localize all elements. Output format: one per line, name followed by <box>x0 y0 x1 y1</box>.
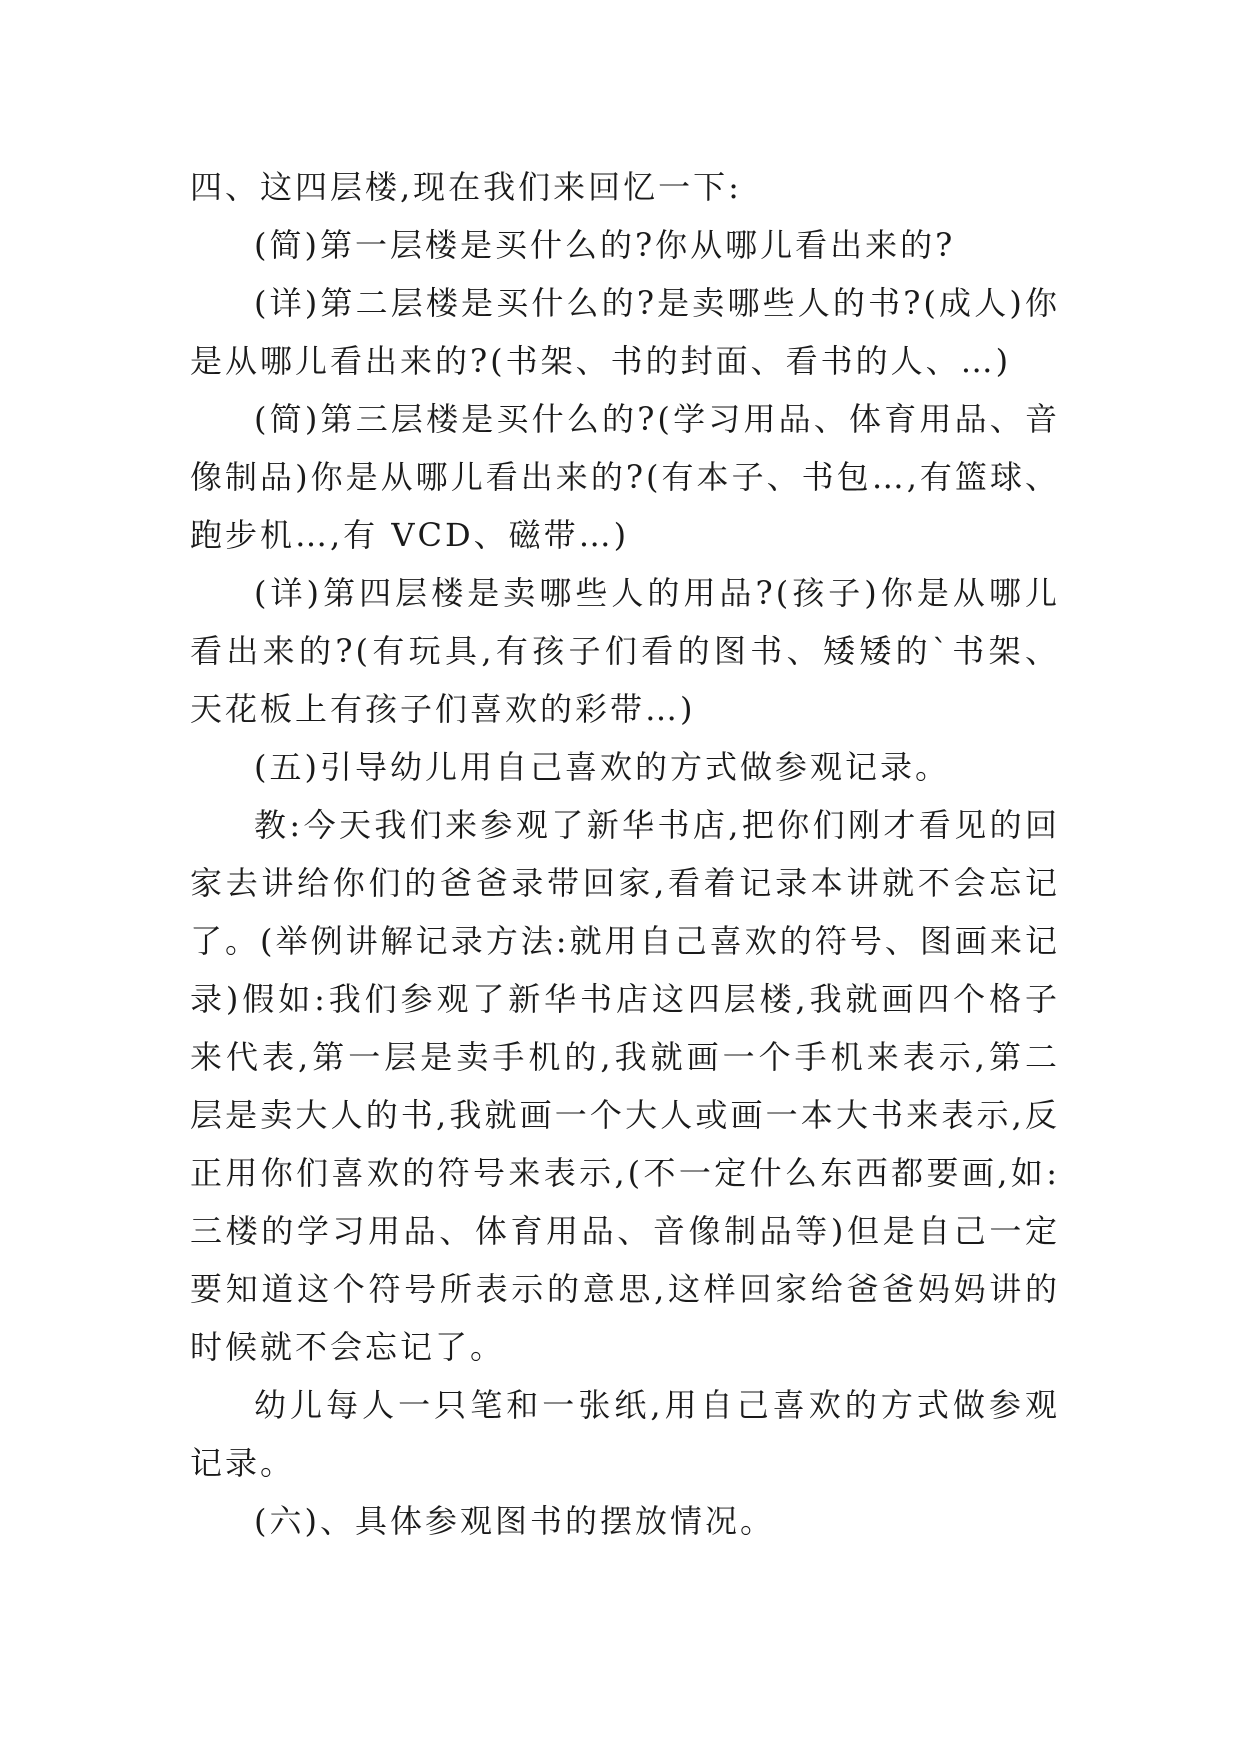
paragraph-third-floor: (简)第三层楼是买什么的?(学习用品、体育用品、音像制品)你是从哪儿看出来的?(有本子、书包…,有篮球、跑步机…,有 VCD、磁带…) <box>190 400 1060 554</box>
paragraph-section-six: (六)、具体参观图书的摆放情况。 <box>254 1502 775 1540</box>
paragraph-teacher-instructions: 教:今天我们来参观了新华书店,把你们刚才看见的回家去讲给你们的爸爸录带回家,看着记录本讲就不会忘记了。(举例讲解记录方法:就用自己喜欢的符号、图画来记录)假如:我们参观了新华书店这四层楼,我就画四个格子来代表,第一层是卖手机的,我就画一个手机来表示,第二层是卖大人的书,我就画一个大人或画一本大书来表示,反正用你们喜欢的符号来表示,(不一定什么东西都要画,如:三楼的学习用品、体育用品、音像制品等)但是自己一定要知道这个符号所表示的意思,这样回家给爸爸妈妈讲的时候就不会忘记了。 <box>190 806 1060 1366</box>
paragraph-section-five: (五)引导幼儿用自己喜欢的方式做参观记录。 <box>254 748 950 786</box>
paragraph-fourth-floor: (详)第四层楼是卖哪些人的用品?(孩子)你是从哪儿看出来的?(有玩具,有孩子们看的图书、矮矮的`书架、天花板上有孩子们喜欢的彩带…) <box>190 574 1060 728</box>
document-body <box>190 158 1060 1550</box>
paragraph-section-four-heading: 四、这四层楼,现在我们来回忆一下: <box>190 168 742 206</box>
paragraph-first-floor: (简)第一层楼是买什么的?你从哪儿看出来的? <box>254 226 956 264</box>
paragraph-children-record: 幼儿每人一只笔和一张纸,用自己喜欢的方式做参观记录。 <box>190 1386 1060 1482</box>
paragraph-second-floor: (详)第二层楼是买什么的?是卖哪些人的书?(成人)你是从哪儿看出来的?(书架、书的封面、看书的人、…) <box>190 284 1060 380</box>
